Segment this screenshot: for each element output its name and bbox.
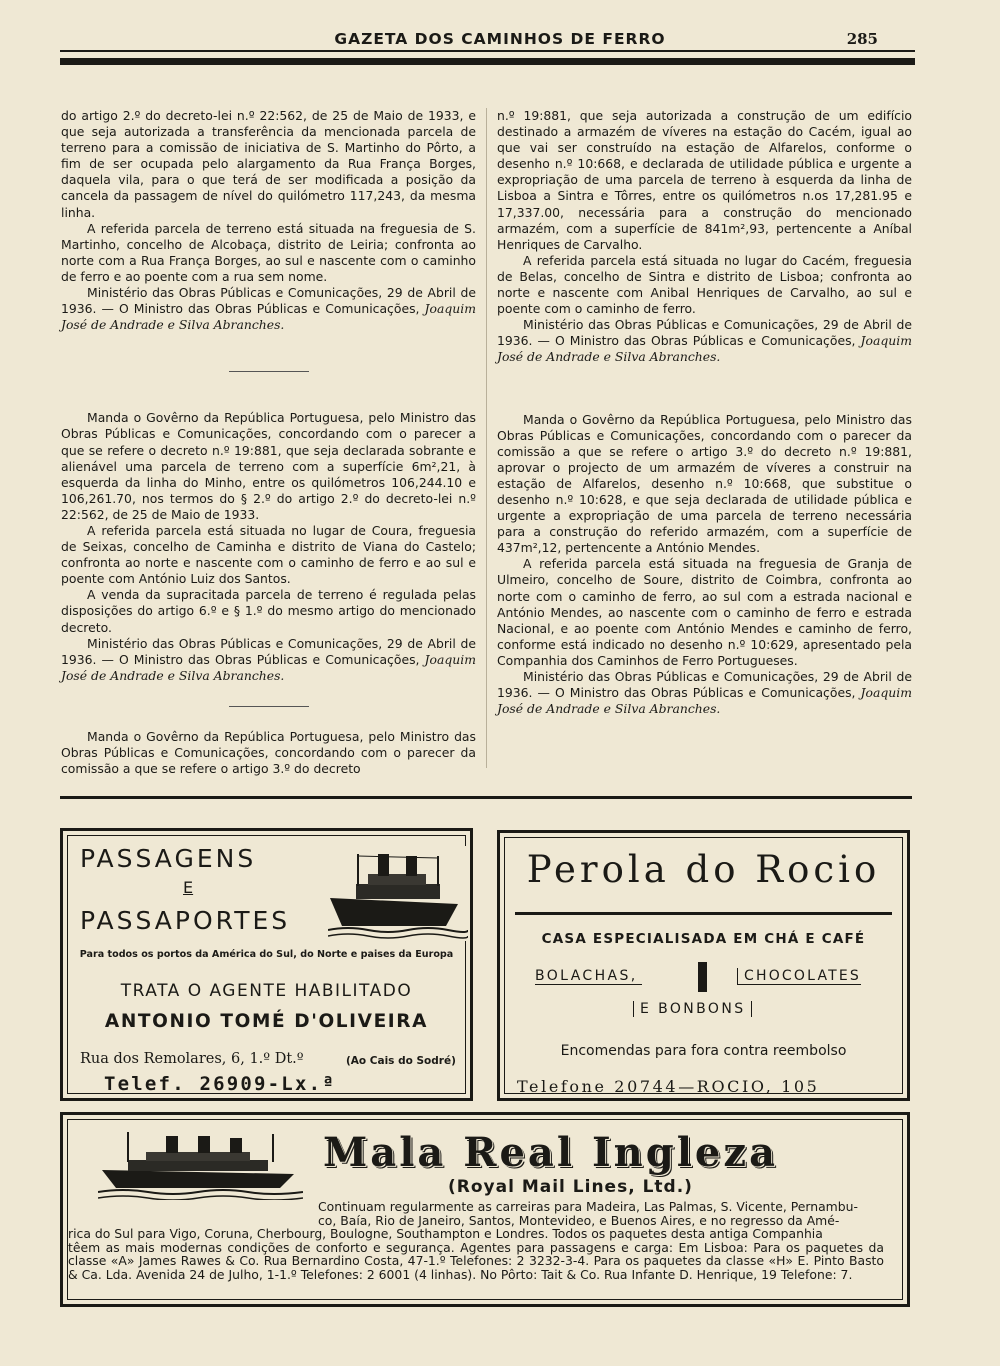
article-paragraph: Manda o Govêrno da República Portuguesa, pelo Ministro das Obras Públicas e Comunicações, concordando com o parecer a que se refere o decreto n.º 19:881, que seja declarada sobrante e alienável uma parcela de terreno com a superfície 6m²,21, à esquerda da linha do Minho, entre os quilómetros 106,244.10 e 106,261.70, nos termos do § 2.º do artigo 2.º do decreto-lei n.º 22:562, de 25 de Maio de 1933. <box>61 410 476 522</box>
ad-body-text <box>68 1200 884 1282</box>
ad-address: Rua dos Remolares, 6, 1.º Dt.º <box>80 1051 304 1067</box>
article-paragraph <box>497 317 912 365</box>
ad-heading-passagens: PASSAGENS <box>80 844 257 873</box>
section-separator <box>229 706 309 707</box>
article-paragraph <box>61 285 476 333</box>
ad-shop-subtitle: CASA ESPECIALISADA EM CHÁ E CAFÉ <box>541 931 866 947</box>
ad-heading-e: E <box>183 878 194 897</box>
ad-text-line: Continuam regularmente as carreiras para Madeira, Las Palmas, S. Vicente, Pernambu- <box>318 1199 858 1214</box>
ad-passagens <box>60 828 473 1101</box>
ministry-line: Ministério das Obras Públicas e Comunicações, 29 de Abril de 1936. — O Ministro das Obras Públicas e Comunicações, <box>497 317 912 349</box>
article-paragraph <box>497 669 912 717</box>
ministry-line: Ministério das Obras Públicas e Comunicações, 29 de Abril de 1936. — O Ministro das Obras Públicas e Comunicações, <box>497 669 912 701</box>
section-separator <box>229 371 309 372</box>
ad-inner-frame <box>67 1119 903 1300</box>
ad-item-bolachas: BOLACHAS, <box>535 968 642 985</box>
article-paragraph: A referida parcela está situada no lugar do Cacém, freguesia de Belas, concelho de Sintra e distrito de Lisboa; confronta ao norte e nascente com Anibal Henriques de Carvalho, ao sul e poente com o caminho de ferro. <box>497 252 912 317</box>
ad-address-note: (Ao Cais do Sodré) <box>346 1055 456 1067</box>
signature: Joaquim José de Andrade e Silva Abranches. <box>61 301 476 333</box>
ad-perola-do-rocio <box>497 830 910 1101</box>
ad-center-mark <box>698 962 707 992</box>
ad-telephone: Telef. 26909-Lx.ª <box>104 1073 336 1095</box>
signature: Joaquim José de Andrade e Silva Abranches. <box>61 651 476 683</box>
ads-divider <box>60 796 912 799</box>
ad-company-title: Mala Real Ingleza <box>323 1129 779 1176</box>
article-paragraph: A referida parcela está situada no lugar de Coura, freguesia de Seixas, concelho de Caminha e distrito de Viana do Castelo; confronta ao norte e nascente com o caminho de ferro e ao sul e poente com António Luiz dos Santos. <box>61 522 476 587</box>
ad-rule <box>515 912 892 915</box>
article-paragraph: A referida parcela está situada na freguesia de Granja de Ulmeiro, concelho de Soure, distrito de Coimbra, confronta ao norte com o caminho de ferro, ao sul com a estrada nacional e António Mendes, ao nascente com o caminho de ferro e estrada Nacional, e ao poente com António Mendes e caminho de ferro, conforme está indicado no desenho n.º 10:629, apresentado pela Companhia dos Caminhos de Ferro Portugueses. <box>497 556 912 668</box>
article-paragraph: A venda da supracitada parcela de terreno é regulada pelas disposições do artigo 6.º e § 1.º do mesmo artigo do mencionado decreto. <box>61 587 476 635</box>
ocean-liner-icon <box>98 1132 303 1200</box>
header-rule-thick <box>60 58 915 65</box>
masthead-title: GAZETA DOS CAMINHOS DE FERRO <box>334 30 666 48</box>
ad-text-line: têem as mais modernas condições de conforto e segurança. Agentes para passagens e carga: Em Lisboa: Para os paquetes da classe «A» James Rawes & Co. Rua Bernardino Costa, 47-1.º Telefones: 2 3232-3-4. Para os paquetes da classe «H» E. Pinto Basto & Ca. Lda. Avenida 24 de Julho, 1-1.º Telefones: 2 6001 (4 linhas). No Pôrto: Tait & Co. Rua Infante D. Henrique, 19 Telefone: 7. <box>68 1239 884 1282</box>
right-column <box>497 108 912 717</box>
ministry-line: Ministério das Obras Públicas e Comunicações, 29 de Abril de 1936. — O Ministro das Obras Públicas e Comunicações, <box>61 635 476 667</box>
ad-text-line: co, Baía, Rio de Janeiro, Santos, Montevideo, e Buenos Aires, e no regresso da Amé- <box>318 1212 840 1228</box>
ad-text-line: rica do Sul para Vigo, Coruna, Cherbourg, Boulogne, Southampton e Londres. Todos os paquetes desta antiga Companhia <box>68 1226 823 1242</box>
ad-orders-text: Encomendas para fora contra reembolso <box>560 1043 847 1059</box>
ad-trata-text: TRATA O AGENTE HABILITADO <box>120 981 413 1001</box>
page-number: 285 <box>846 30 878 48</box>
steamship-icon <box>328 846 468 941</box>
ad-ports-text: Para todos os portos da América do Sul, do Norte e paises da Europa <box>79 949 454 960</box>
article-paragraph: Manda o Govêrno da República Portuguesa, pelo Ministro das Obras Públicas e Comunicações, concordando com o parecer da comissão a que se refere o artigo 3.º do decreto n.º 19:881, aprovar o projecto de um armazém de víveres a construir na estação de Alfarelos, desenho n.º 10:668, que substitue o desenho n.º 10:628, e que seja declarada de utilidade pública e urgente a expropriação de uma parcela de terreno necessária para a construção do referido armazém, com a superfície de 437m²,12, pertencente a António Mendes. <box>497 411 912 556</box>
ministry-line: Ministério das Obras Públicas e Comunicações, 29 de Abril de 1936. — O Ministro das Obras Públicas e Comunicações, <box>61 285 476 317</box>
ad-shop-name: Perola do Rocio <box>526 848 881 891</box>
column-gap <box>497 366 912 412</box>
article-paragraph: do artigo 2.º do decreto-lei n.º 22:562, de 25 de Maio de 1933, e que seja autorizada a transferência da mencionada parcela de terreno para a comissão de iniciativa de S. Martinho do Pôrto, a fim de ser ocupada pelo alargamento da Rua França Borges, daquela vila, para o que terá de ser modificada a posição da cancela da passagem de nível do quilómetro 117,243, da mesma linha. <box>61 108 476 220</box>
signature: Joaquim José de Andrade e Silva Abranches. <box>497 333 912 365</box>
ad-company-subtitle: (Royal Mail Lines, Ltd.) <box>448 1177 693 1197</box>
ad-mala-real-ingleza <box>60 1112 910 1307</box>
article-paragraph <box>61 636 476 684</box>
column-rule <box>486 108 487 768</box>
article-paragraph: A referida parcela de terreno está situada na freguesia de S. Martinho, concelho de Alcobaça, distrito de Leiria; confronta ao norte com a Rua França Borges, ao sul e nascente com o caminho de ferro e ao poente com a rua sem nome. <box>61 220 476 284</box>
ad-telephone: Telefone 20744—ROCIO, 105 <box>517 1077 820 1096</box>
signature: Joaquim José de Andrade e Silva Abranches. <box>497 685 912 717</box>
ad-inner-frame <box>67 835 466 1094</box>
ad-item-chocolates: CHOCOLATES <box>737 968 861 985</box>
ad-heading-passaportes: PASSAPORTES <box>80 906 291 935</box>
ad-inner-frame <box>504 837 903 1094</box>
article-paragraph: Manda o Govêrno da República Portuguesa, pelo Ministro das Obras Públicas e Comunicações, concordando com o parecer da comissão a que se refere o artigo 3.º do decreto <box>61 728 476 777</box>
article-paragraph: n.º 19:881, que seja autorizada a construção de um edifício destinado a armazém de víveres na estação do Cacém, igual ao que vai ser construído na estação de Alfarelos, conforme o desenho n.º 10:668, e declarada de utilidade pública e urgente a expropriação de uma parcela de terreno à esquerda da linha de Lisboa a Sintra e Tôrres, entre os quilómetros n.os 17,281.95 e 17,337.00, necessária para a construção do mencionado armazém, com a superfície de 841m²,93, pertencente a Aníbal Henriques de Carvalho. <box>497 108 912 252</box>
ad-agent-name: ANTONIO TOMÉ D'OLIVEIRA <box>104 1011 429 1032</box>
header-rule-thin <box>60 50 915 52</box>
left-column <box>61 108 476 777</box>
ad-item-bonbons: E BONBONS <box>633 1001 752 1017</box>
